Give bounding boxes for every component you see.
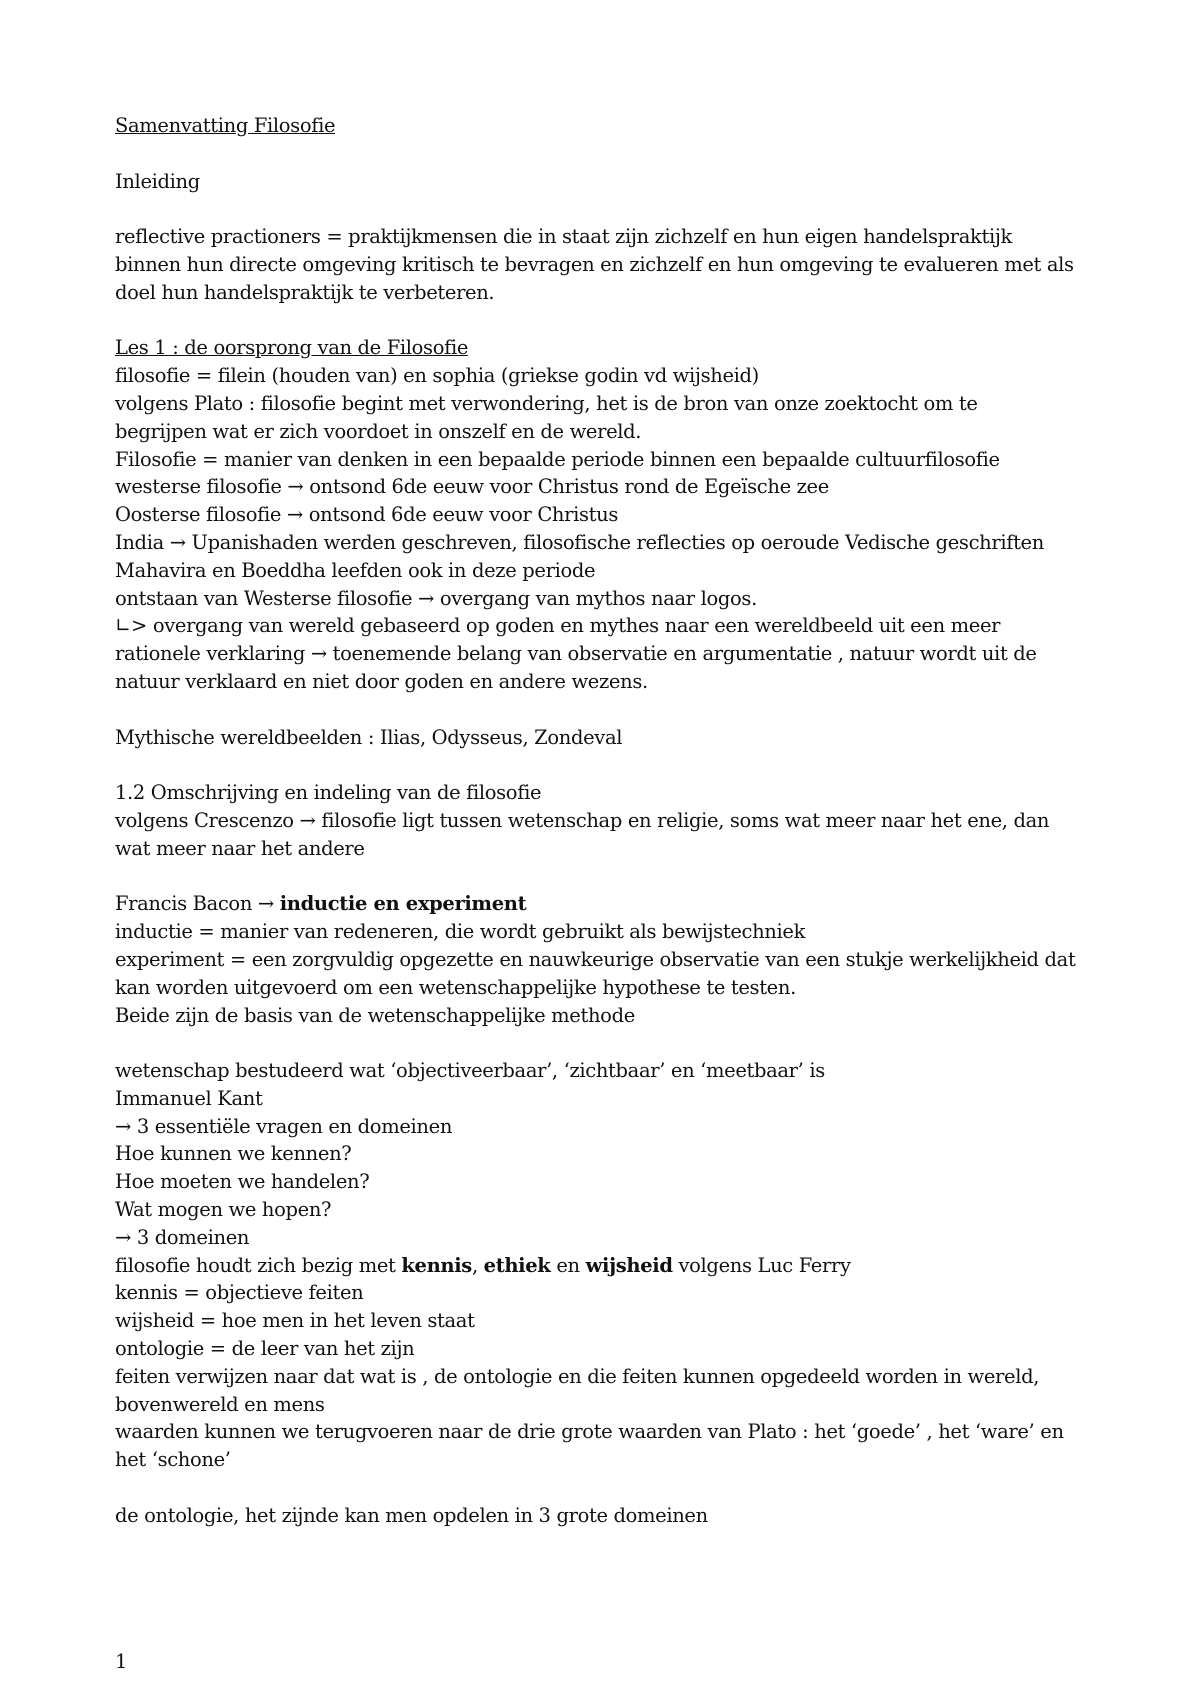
kant-line: wetenschap bestudeerd wat ‘objectiveerbaar’, ‘zichtbaar’ en ‘meetbaar’ is <box>115 1059 825 1083</box>
kant-line: Hoe moeten we handelen? <box>115 1170 370 1194</box>
section-1-2-heading: 1.2 Omschrijving en indeling van de filosofie <box>115 781 542 805</box>
intro-line: doel hun handelspraktijk te verbeteren. <box>115 280 495 304</box>
bacon-detail: inductie = manier van redeneren, die wordt gebruikt als bewijstechniek <box>115 920 806 944</box>
ferry-text: , <box>471 1253 484 1277</box>
ferry-text: en <box>550 1253 586 1277</box>
blank-line <box>115 195 1115 223</box>
ferry-line <box>115 1252 1115 1280</box>
kant-line: bovenwereld en mens <box>115 1392 325 1416</box>
blank-line <box>115 307 1115 335</box>
intro-line: binnen hun directe omgeving kritisch te bevragen en zichzelf en hun omgeving te evalueren met als <box>115 252 1074 276</box>
les1-line: ontstaan van Westerse filosofie → overgang van mythos naar logos. <box>115 586 757 610</box>
blank-line <box>115 751 1115 779</box>
blank-line <box>115 696 1115 724</box>
intro-line: reflective practioners = praktijkmensen die in staat zijn zichzelf en hun eigen handelspraktijk <box>115 225 1013 249</box>
bacon-detail: Beide zijn de basis van de wetenschappelijke methode <box>115 1003 635 1027</box>
blank-line <box>115 1029 1115 1057</box>
ferry-bold-wijsheid: wijsheid <box>585 1253 673 1277</box>
blank-line <box>115 863 1115 891</box>
bacon-detail: kan worden uitgevoerd om een wetenschappelijke hypothese te testen. <box>115 975 796 999</box>
bacon-line <box>115 890 1115 918</box>
les1-line: westerse filosofie → ontsond 6de eeuw voor Christus rond de Egeïsche zee <box>115 475 829 499</box>
ferry-text: volgens Luc Ferry <box>672 1253 851 1277</box>
kant-line: Wat mogen we hopen? <box>115 1198 332 1222</box>
document-title: Samenvatting Filosofie <box>115 114 336 137</box>
les1-heading: Les 1 : de oorsprong van de Filosofie <box>115 336 469 360</box>
les1-line: begrijpen wat er zich voordoet in onszelf en de wereld. <box>115 419 642 443</box>
blank-line <box>115 140 1115 168</box>
les1-line: rationele verklaring → toenemende belang van observatie en argumentatie , natuur wordt uit de <box>115 642 1037 666</box>
kant-line: wijsheid = hoe men in het leven staat <box>115 1309 475 1333</box>
kant-line: het ‘schone’ <box>115 1448 231 1472</box>
ferry-bold-ethiek: ethiek <box>483 1253 551 1277</box>
les1-line: India → Upanishaden werden geschreven, filosofische reflecties op oeroude Vedische geschriften <box>115 530 1044 554</box>
kant-line: kennis = objectieve feiten <box>115 1281 364 1305</box>
kant-line: → 3 essentiële vragen en domeinen <box>115 1114 453 1138</box>
bacon-bold: inductie en experiment <box>279 892 527 916</box>
les1-line: ∟> overgang van wereld gebaseerd op goden en mythes naar een wereldbeeld uit een meer <box>115 614 1001 638</box>
kant-line: ontologie = de leer van het zijn <box>115 1337 415 1361</box>
kant-line: → 3 domeinen <box>115 1225 250 1249</box>
les1-line: Filosofie = manier van denken in een bepaalde periode binnen een bepaalde cultuurfilosofie <box>115 447 1000 471</box>
kant-line: feiten verwijzen naar dat wat is , de ontologie en die feiten kunnen opgedeeld worden in wereld, <box>115 1364 1040 1388</box>
blank-line <box>115 1474 1115 1502</box>
les1-line: Mahavira en Boeddha leefden ook in deze periode <box>115 558 596 582</box>
les1-line: natuur verklaard en niet door goden en andere wezens. <box>115 669 648 693</box>
kant-line: Immanuel Kant <box>115 1086 263 1110</box>
ferry-bold-kennis: kennis <box>401 1253 472 1277</box>
document-page <box>115 112 1115 1530</box>
les1-line: filosofie = filein (houden van) en sophia (griekse godin vd wijsheid) <box>115 364 759 388</box>
ferry-text: filosofie houdt zich bezig met <box>115 1253 402 1277</box>
section-1-2-line: volgens Crescenzo → filosofie ligt tussen wetenschap en religie, soms wat meer naar het ene, dan <box>115 808 1050 832</box>
page-number: 1 <box>115 1650 128 1673</box>
bacon-detail: experiment = een zorgvuldig opgezette en nauwkeurige observatie van een stukje werkelijkheid dat <box>115 947 1076 971</box>
bacon-prefix: Francis Bacon → <box>115 892 280 916</box>
les1-line: Oosterse filosofie → ontsond 6de eeuw voor Christus <box>115 503 618 527</box>
kant-line: waarden kunnen we terugvoeren naar de drie grote waarden van Plato : het ‘goede’ , het ‘ware’ en <box>115 1420 1064 1444</box>
intro-heading: Inleiding <box>115 169 200 193</box>
mythic-worldviews: Mythische wereldbeelden : Ilias, Odysseus, Zondeval <box>115 725 623 749</box>
ontology-line: de ontologie, het zijnde kan men opdelen in 3 grote domeinen <box>115 1503 708 1527</box>
section-1-2-line: wat meer naar het andere <box>115 836 365 860</box>
les1-line: volgens Plato : filosofie begint met verwondering, het is de bron van onze zoektocht om te <box>115 391 978 415</box>
kant-line: Hoe kunnen we kennen? <box>115 1142 352 1166</box>
